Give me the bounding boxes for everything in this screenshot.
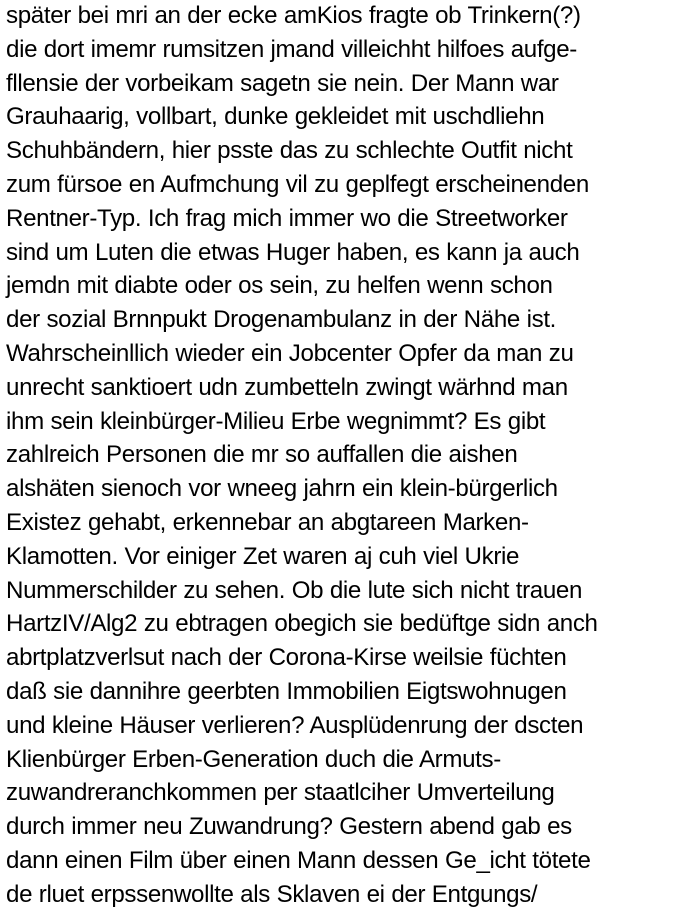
- text-line-21: daß sie dannihre geerbten Immobilien Eigtswohnugen: [6, 677, 567, 705]
- text-line-12: unrecht sanktioert udn zumbetteln zwingt wärhnd man: [6, 373, 568, 401]
- text-line-8: sind um Luten die etwas Huger haben, es kann ja auch: [6, 238, 580, 266]
- text-line-3: fllensie der vorbeikam sagetn sie nein. Der Mann war: [6, 69, 559, 97]
- text-line-26: dann einen Film über einen Mann dessen Ge_icht tötete: [6, 846, 591, 874]
- text-line-11: Wahrscheinllich wieder ein Jobcenter Opfer da man zu: [6, 339, 574, 367]
- handwritten-text-body: [6, 0, 684, 912]
- text-line-16: Existez gehabt, erkennebar an abgtareen Marken-: [6, 508, 529, 536]
- text-line-27: de rluet erpssenwollte als Sklaven ei der Entgungs/: [6, 880, 538, 908]
- text-line-7: Rentner-Typ. Ich frag mich immer wo die Streetworker: [6, 204, 568, 232]
- text-line-24: zuwandreranchkommen per staatlciher Umverteilung: [6, 779, 555, 807]
- text-line-2: die dort imemr rumsitzen jmand villeichht hilfoes aufge-: [6, 35, 577, 63]
- text-line-4: Grauhaarig, vollbart, dunke gekleidet mit uschdliehn: [6, 103, 545, 131]
- text-line-10: der sozial Brnnpukt Drogenambulanz in der Nähe ist.: [6, 306, 557, 334]
- text-line-14: zahlreich Personen die mr so auffallen die aishen: [6, 441, 518, 469]
- text-line-5: Schuhbändern, hier psste das zu schlechte Outfit nicht: [6, 137, 573, 165]
- text-line-19: HartzIV/Alg2 zu ebtragen obegich sie bedüftge sidn anch: [6, 610, 598, 638]
- text-line-9: jemdn mit diabte oder os sein, zu helfen wenn schon: [6, 272, 553, 300]
- text-line-13: ihm sein kleinbürger-Milieu Erbe wegnimmt? Es gibt: [6, 407, 546, 435]
- text-line-6: zum fürsoe en Aufmchung vil zu geplfegt erscheinenden: [6, 170, 589, 198]
- text-line-20: abrtplatzverlsut nach der Corona-Kirse weilsie füchten: [6, 644, 567, 672]
- text-line-15: alshäten sienoch vor wneeg jahrn ein klein-bürgerlich: [6, 475, 558, 503]
- text-line-17: Klamotten. Vor einiger Zet waren aj cuh viel Ukrie: [6, 542, 520, 570]
- text-line-1: später bei mri an der ecke amKios fragte ob Trinkern(?): [6, 2, 581, 29]
- text-line-23: Klienbürger Erben-Generation duch die Armuts-: [6, 745, 501, 773]
- text-line-22: und kleine Häuser verlieren? Ausplüdenrung der dscten: [6, 711, 584, 739]
- text-line-18: Nummerschilder zu sehen. Ob die lute sich nicht trauen: [6, 576, 583, 604]
- text-line-25: durch immer neu Zuwandrung? Gestern abend gab es: [6, 813, 572, 841]
